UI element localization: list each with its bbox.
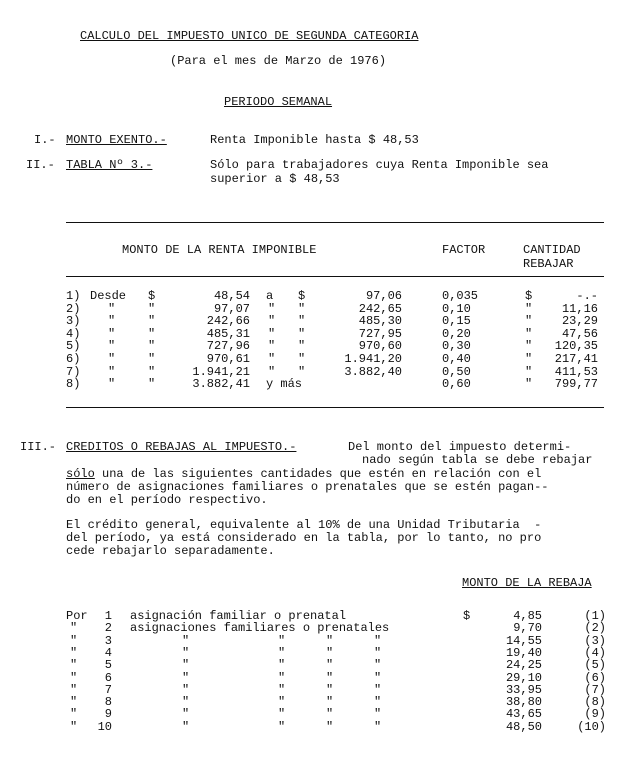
creditos-line5: do en el período respectivo. — [66, 493, 268, 507]
rebaja-amount: 33,95 — [505, 682, 542, 697]
rebaja-por: " — [70, 719, 78, 734]
table-cell-n: 4) — [66, 326, 81, 341]
ditto-mark: " — [374, 695, 382, 710]
table-cell-cur3: " — [525, 314, 533, 329]
table-cell-cur3: " — [525, 326, 533, 341]
ditto-mark: " — [326, 633, 334, 648]
table-cell-rebajar: 217,41 — [554, 352, 598, 366]
credit-general-line1: El crédito general, equivalente al 10% de una Unidad Tributaria - — [66, 518, 542, 532]
ditto-mark: " — [182, 695, 190, 710]
table-cell-cur1: " — [148, 339, 156, 354]
table-cell-cur2: " — [298, 352, 306, 366]
table-cell-rebajar: 120,35 — [554, 339, 598, 354]
rebaja-ref: (6) — [584, 670, 606, 685]
table-cell-cur2: " — [298, 301, 306, 316]
item-2-text-line1: Sólo para trabajadores cuya Renta Imponible sea — [210, 158, 549, 172]
item-2-text-line2: superior a $ 48,53 — [210, 172, 340, 186]
table-cell-n: 6) — [66, 352, 81, 366]
header-monto: MONTO DE LA RENTA IMPONIBLE — [122, 243, 317, 257]
ditto-mark: " — [278, 719, 286, 734]
creditos-line4: número de asignaciones familiares o prenatales que se estén pagan-- — [66, 480, 549, 494]
table-cell-desde: " — [108, 326, 116, 341]
rebaja-por: " — [70, 670, 78, 685]
table-cell-a: y más — [266, 377, 303, 392]
table-cell-to: 1.941,20 — [344, 352, 402, 366]
table-cell-n: 3) — [66, 314, 81, 329]
ditto-mark: " — [326, 645, 334, 660]
ditto-mark: " — [374, 658, 382, 673]
rebaja-por: " — [70, 633, 78, 648]
ditto-mark: " — [374, 645, 382, 660]
ditto-mark: " — [182, 707, 190, 722]
table-cell-cur3: " — [525, 364, 533, 379]
rebaja-amount: 4,85 — [513, 609, 542, 623]
table-cell-to: 242,65 — [358, 301, 402, 316]
ditto-mark: " — [326, 670, 334, 685]
creditos-line3-rest: una de las siguientes cantidades que estén en relación con el — [94, 467, 542, 481]
ditto-mark: " — [374, 707, 382, 722]
rebaja-por: " — [70, 695, 78, 710]
rebaja-ref: (1) — [584, 609, 606, 623]
item-1-text: Renta Imponible hasta $ 48,53 — [210, 133, 419, 147]
table-cell-desde: " — [108, 339, 116, 354]
table-cell-from: 48,54 — [213, 289, 250, 303]
item-1-number: I.- — [34, 133, 56, 147]
rebaja-amount: 48,50 — [505, 719, 542, 734]
rebaja-count: 4 — [104, 645, 112, 660]
table-cell-cur1: " — [148, 364, 156, 379]
table-cell-rebajar: 47,56 — [561, 326, 598, 341]
ditto-mark: " — [182, 645, 190, 660]
table-cell-desde: " — [108, 377, 116, 392]
ditto-mark: " — [374, 719, 382, 734]
rebaja-por: " — [70, 682, 78, 697]
table-cell-cur1: $ — [148, 289, 156, 303]
table-cell-to: 727,95 — [358, 326, 402, 341]
rebaja-por: " — [70, 621, 78, 636]
table-cell-cur1: " — [148, 377, 156, 392]
table-cell-a: " — [268, 314, 276, 329]
table-cell-from: 970,61 — [206, 352, 250, 366]
table-cell-rebajar: 23,29 — [561, 314, 598, 329]
credit-general-line2: del período, ya está considerado en la tabla, por lo tanto, no pro — [66, 531, 542, 545]
table-cell-rebajar: 411,53 — [554, 364, 598, 379]
table-cell-cur1: " — [148, 314, 156, 329]
table-cell-to: 3.882,40 — [344, 364, 402, 379]
table-cell-to: 485,30 — [358, 314, 402, 329]
rebaja-count: 10 — [97, 719, 112, 734]
ditto-mark: " — [326, 707, 334, 722]
table-cell-from: 485,31 — [206, 326, 250, 341]
rebaja-por: " — [70, 707, 78, 722]
rebaja-count: 1 — [104, 609, 112, 623]
rebaja-ref: (7) — [584, 682, 606, 697]
rebaja-count: 6 — [104, 670, 112, 685]
document-subtitle: (Para el mes de Marzo de 1976) — [170, 54, 387, 68]
ditto-mark: " — [374, 682, 382, 697]
table-cell-rebajar: 799,77 — [554, 377, 598, 392]
document-title: CALCULO DEL IMPUESTO UNICO DE SEGUNDA CATEGORIA — [80, 29, 419, 43]
table-top-rule — [66, 222, 604, 223]
rebaja-count: 9 — [104, 707, 112, 722]
ditto-mark: " — [326, 719, 334, 734]
rebaja-count: 5 — [104, 658, 112, 673]
table-cell-from: 727,96 — [206, 339, 250, 354]
table-cell-desde: " — [108, 301, 116, 316]
rebaja-description: asignaciones familiares o prenatales — [130, 621, 390, 636]
table-cell-cur3: " — [525, 352, 533, 366]
table-cell-from: 1.941,21 — [192, 364, 250, 379]
ditto-mark: " — [182, 670, 190, 685]
table-cell-desde: " — [108, 352, 116, 366]
table-cell-to: 970,60 — [358, 339, 402, 354]
table-cell-a: " — [268, 352, 276, 366]
table-cell-desde: " — [108, 364, 116, 379]
table-cell-factor: 0,035 — [442, 289, 479, 303]
header-rebajar: REBAJAR — [523, 257, 574, 271]
table-bottom-rule — [66, 407, 604, 408]
table-cell-from: 97,07 — [213, 301, 250, 316]
rebaja-description: asignación familiar o prenatal — [130, 609, 347, 623]
ditto-mark: " — [278, 670, 286, 685]
rebaja-por: " — [70, 645, 78, 660]
rebaja-amount: 14,55 — [505, 633, 542, 648]
ditto-mark: " — [278, 682, 286, 697]
table-cell-n: 2) — [66, 301, 81, 316]
table-cell-cur2: " — [298, 314, 306, 329]
table-cell-to: 97,06 — [365, 289, 402, 303]
table-cell-cur2: $ — [298, 289, 306, 303]
rebaja-count: 2 — [104, 621, 112, 636]
ditto-mark: " — [278, 658, 286, 673]
rebaja-ref: (4) — [584, 645, 606, 660]
table-cell-cur2: " — [298, 364, 306, 379]
ditto-mark: " — [278, 645, 286, 660]
table-header-rule — [66, 276, 604, 277]
table-cell-n: 7) — [66, 364, 81, 379]
rebaja-ref: (9) — [584, 707, 606, 722]
rebaja-amount: 9,70 — [513, 621, 542, 636]
table-cell-n: 1) — [66, 289, 81, 303]
rebaja-ref: (8) — [584, 695, 606, 710]
table-cell-factor: 0,10 — [442, 301, 471, 316]
rebaja-ref: (10) — [577, 719, 606, 734]
ditto-mark: " — [374, 670, 382, 685]
table-cell-a: " — [268, 364, 276, 379]
table-cell-cur1: " — [148, 301, 156, 316]
table-cell-factor: 0,50 — [442, 364, 471, 379]
rebaja-amount: 19,40 — [505, 645, 542, 660]
rebaja-por: Por — [66, 609, 88, 623]
rebaja-ref: (5) — [584, 658, 606, 673]
table-cell-desde: " — [108, 314, 116, 329]
header-factor: FACTOR — [442, 243, 486, 257]
table-cell-from: 242,66 — [206, 314, 250, 329]
table-cell-factor: 0,20 — [442, 326, 471, 341]
header-cantidad: CANTIDAD — [523, 243, 581, 257]
rebaja-ref: (2) — [584, 621, 606, 636]
ditto-mark: " — [326, 658, 334, 673]
rebaja-amount: 38,80 — [505, 695, 542, 710]
solo-emphasis: sólo — [66, 467, 95, 481]
creditos-line1: Del monto del impuesto determi- — [348, 440, 572, 454]
table-cell-n: 5) — [66, 339, 81, 354]
table-cell-a: " — [268, 326, 276, 341]
rebaja-currency: $ — [463, 609, 471, 623]
ditto-mark: " — [182, 658, 190, 673]
creditos-line2: nado según tabla se debe rebajar — [362, 453, 593, 467]
ditto-mark: " — [278, 707, 286, 722]
item-2-number: II.- — [26, 158, 55, 172]
rebaja-header: MONTO DE LA REBAJA — [462, 576, 592, 590]
table-cell-from: 3.882,41 — [192, 377, 250, 392]
table-cell-factor: 0,60 — [442, 377, 471, 392]
ditto-mark: " — [278, 633, 286, 648]
table-cell-a: " — [268, 301, 276, 316]
table-cell-a: " — [268, 339, 276, 354]
rebaja-amount: 24,25 — [505, 658, 542, 673]
table-cell-rebajar: -.- — [576, 289, 598, 303]
table-cell-cur3: " — [525, 377, 533, 392]
ditto-mark: " — [326, 682, 334, 697]
table-cell-rebajar: 11,16 — [561, 301, 598, 316]
ditto-mark: " — [278, 695, 286, 710]
item-1-label: MONTO EXENTO.- — [66, 133, 167, 147]
table-cell-a: a — [266, 289, 274, 303]
table-cell-cur1: " — [148, 326, 156, 341]
table-cell-cur2: " — [298, 326, 306, 341]
rebaja-ref: (3) — [584, 633, 606, 648]
rebaja-count: 7 — [104, 682, 112, 697]
ditto-mark: " — [182, 633, 190, 648]
table-cell-cur1: " — [148, 352, 156, 366]
ditto-mark: " — [374, 633, 382, 648]
rebaja-por: " — [70, 658, 78, 673]
ditto-mark: " — [182, 719, 190, 734]
rebaja-amount: 43,65 — [505, 707, 542, 722]
ditto-mark: " — [326, 695, 334, 710]
rebaja-amount: 29,10 — [505, 670, 542, 685]
table-cell-desde: Desde — [90, 289, 127, 303]
rebaja-count: 8 — [104, 695, 112, 710]
table-cell-factor: 0,30 — [442, 339, 471, 354]
period-label: PERIODO SEMANAL — [224, 95, 333, 109]
ditto-mark: " — [182, 682, 190, 697]
table-cell-cur2: " — [298, 339, 306, 354]
item-3-label: CREDITOS O REBAJAS AL IMPUESTO.- — [66, 440, 297, 454]
credit-general-line3: cede rebajarlo separadamente. — [66, 544, 275, 558]
table-cell-cur3: " — [525, 339, 533, 354]
table-cell-factor: 0,40 — [442, 352, 471, 366]
table-cell-factor: 0,15 — [442, 314, 471, 329]
table-cell-cur3: $ — [525, 289, 533, 303]
table-cell-cur3: " — [525, 301, 533, 316]
item-2-label: TABLA Nº 3.- — [66, 158, 153, 172]
table-cell-n: 8) — [66, 377, 81, 392]
item-3-number: III.- — [20, 440, 57, 454]
rebaja-count: 3 — [104, 633, 112, 648]
